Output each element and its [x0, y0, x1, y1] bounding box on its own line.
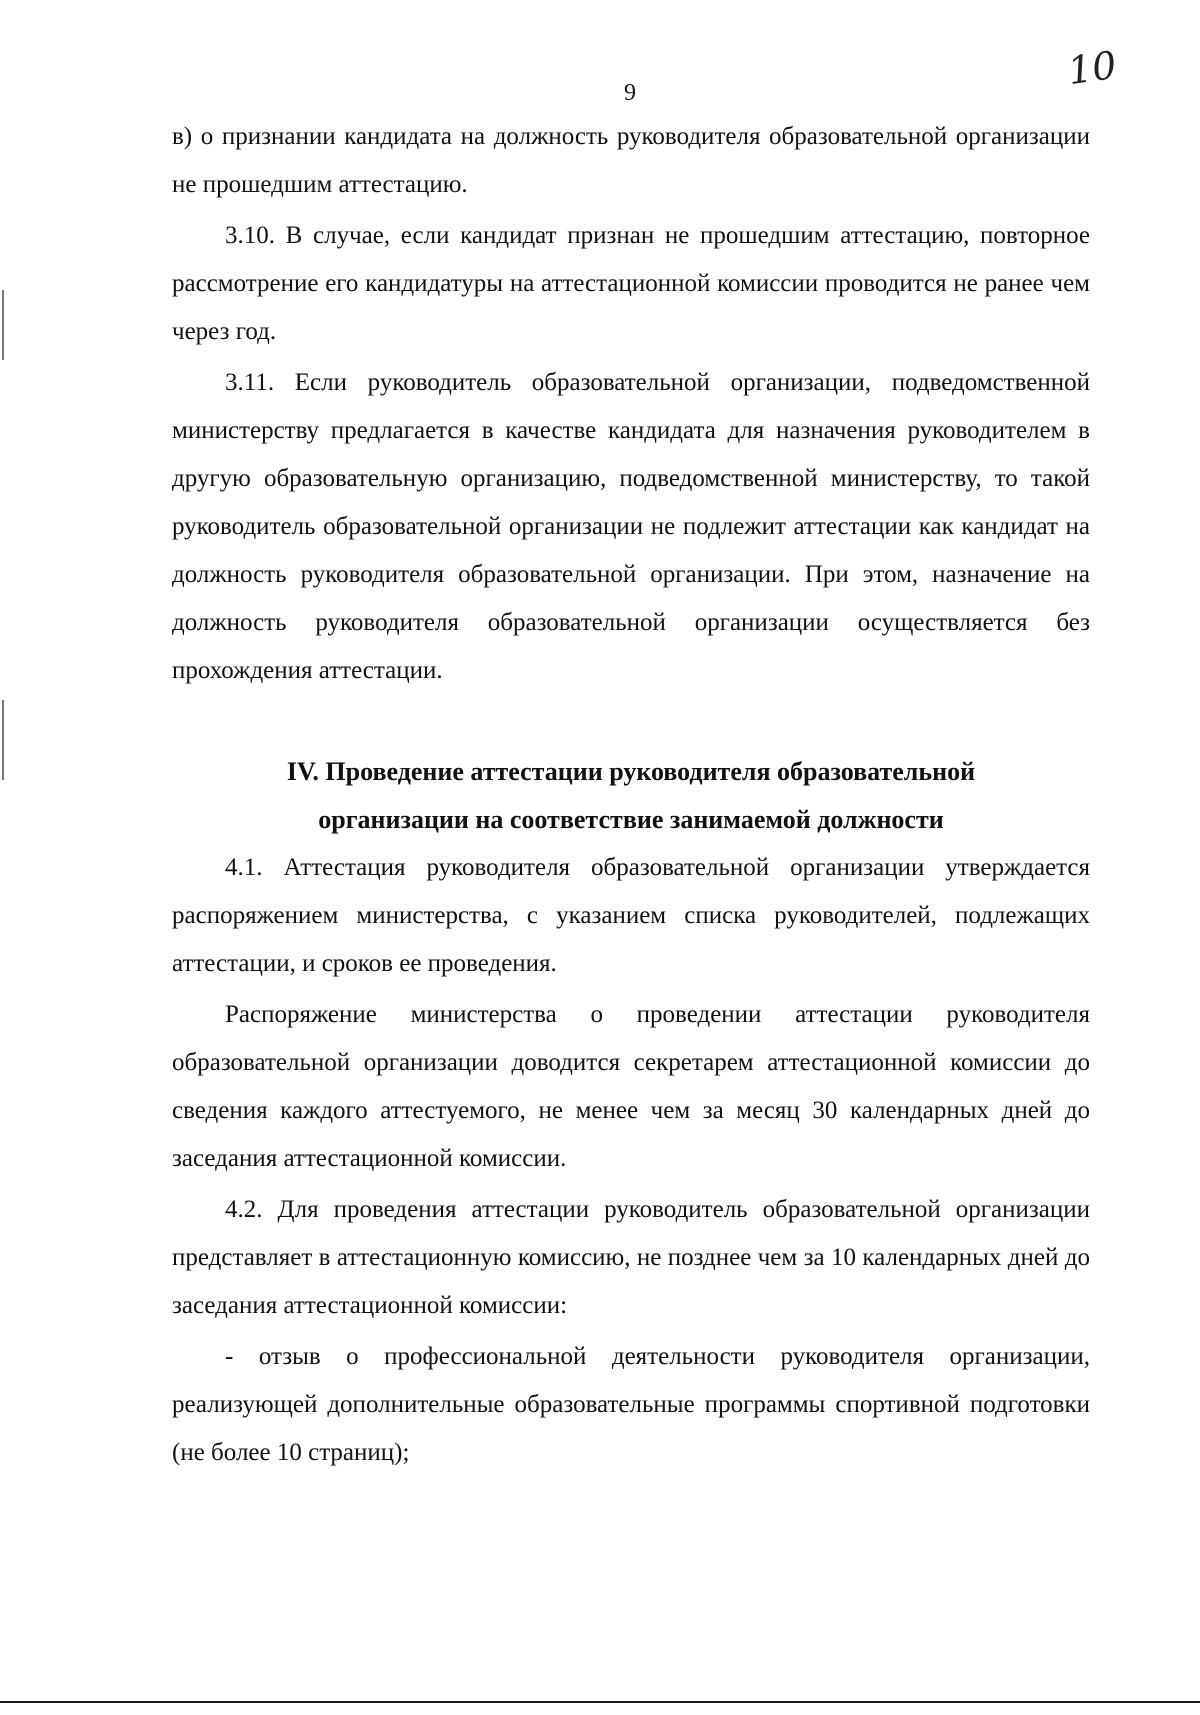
paragraph-order-notice: Распоряжение министерства о проведении аттестации руководителя образовательной организации доводится секретарем аттестационной комиссии до сведения каждого аттестуемого, не менее чем за месяц 30 календарных дней до заседания аттестационной комиссии. — [172, 1001, 1090, 1172]
scan-margin-mark — [2, 700, 4, 780]
handwritten-page-number: 10 — [1065, 42, 1120, 94]
section-heading — [172, 748, 1090, 844]
section-heading-line-1: IV. Проведение аттестации руководителя образовательной — [286, 757, 976, 786]
paragraph-3-9-v: в) о признании кандидата на должность руководителя образовательной организации не прошедшим аттестацию. — [172, 123, 1090, 198]
list-item-review: - отзыв о профессиональной деятельности руководителя организации, реализующей дополнительные образовательные программы спортивной подготовки (не более 10 страниц); — [172, 1343, 1090, 1466]
paragraph-3-11: 3.11. Если руководитель образовательной организации, подведомственной министерству предлагается в качестве кандидата для назначения руководителем в другую образовательную организацию, подведомственной министерству, то такой руководитель образовательной организации не подлежит аттестации как кандидат на должность руководителя образовательной организации. При этом, назначение на должность руководителя образовательной организации осуществляется без прохождения аттестации. — [172, 369, 1090, 684]
paragraph-4-2: 4.2. Для проведения аттестации руководитель образовательной организации представляет в аттестационную комиссию, не позднее чем за 10 календарных дней до заседания аттестационной комиссии: — [172, 1196, 1090, 1319]
section-spacer — [172, 698, 1090, 748]
page-number: 9 — [624, 80, 636, 106]
paragraph-4-1: 4.1. Аттестация руководителя образовательной организации утверждается распоряжением министерства, с указанием списка руководителей, подлежащих аттестации, и сроков ее проведения. — [172, 854, 1090, 977]
scan-margin-mark — [2, 290, 4, 360]
document-body — [172, 113, 1090, 1480]
scan-bottom-edge — [0, 1701, 1200, 1703]
paragraph-3-10: 3.10. В случае, если кандидат признан не прошедшим аттестацию, повторное рассмотрение его кандидатуры на аттестационной комиссии проводится не ранее чем через год. — [172, 222, 1090, 345]
section-heading-line-2: организации на соответствие занимаемой должности — [318, 805, 944, 834]
